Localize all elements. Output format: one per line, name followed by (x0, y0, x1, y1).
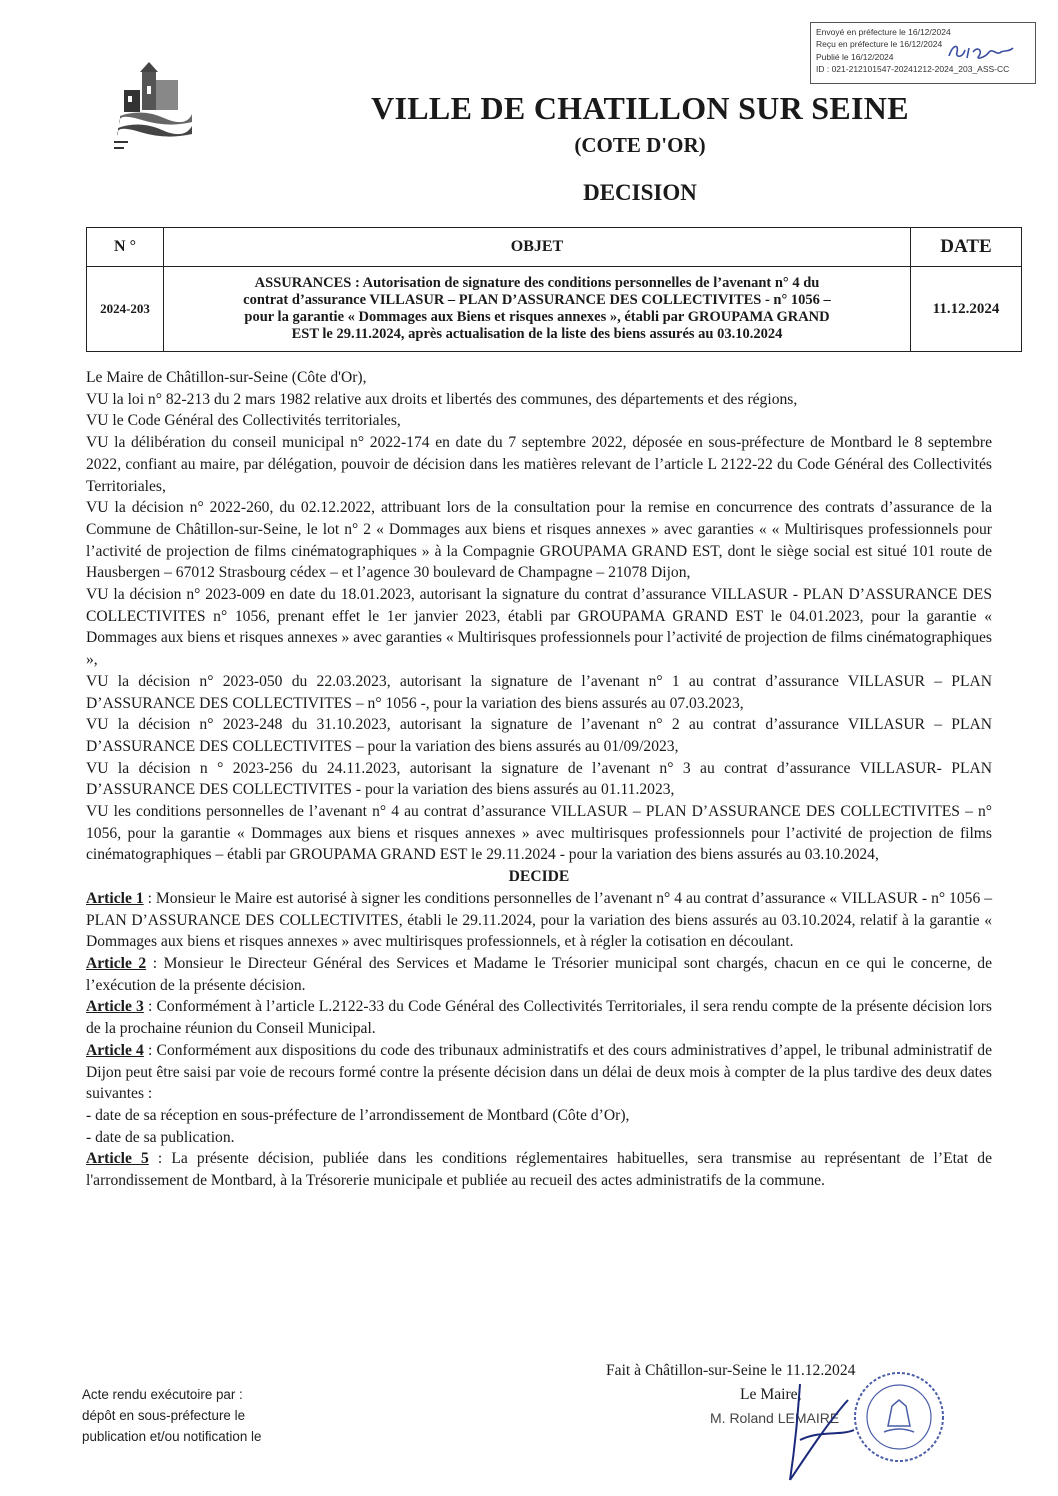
document-type: DECISION (583, 180, 697, 205)
executoire-line: publication et/ou notification le (82, 1429, 262, 1444)
bullet-item: - date de sa réception en sous-préfecture de l’arrondissement de Montbard (Côte d’Or), (86, 1106, 630, 1124)
city-logo-icon (112, 62, 194, 154)
article-label: Article 2 (86, 954, 147, 972)
vu-paragraph: VU la décision n° 2023-050 du 22.03.2023, autorisant la signature de l’avenant n° 1 au contrat d’assurance VILLASUR – PLAN D’ASSURANCE DES COLLECTIVITES – n° 1056 -, pour la variation des biens assurés au 07.03.2023, (86, 672, 992, 712)
vu-paragraph: VU la décision n° 2022-260, du 02.12.2022, attribuant lors de la consultation pour la remise en concurrence des contrats d’assurance de la Commune de Châtillon-sur-Seine, le lot n° 2 « Dommages aux biens et risques annexes » avec garanties « « Multirisques professionnels pour l’activité de projection de films cinématographiques » à la Compagnie GROUPAMA GRAND EST, dont le siège social est situé 101 route de Hausbergen – 67012 Strasbourg cédex – et l’agence 30 boulevard de Champagne – 21078 Dijon, (86, 499, 992, 582)
mayor-signature-icon (770, 1380, 860, 1490)
objet-line: pour la garantie « Dommages aux Biens et risques annexes », établi par GROUPAMA GRAND (244, 309, 830, 325)
article-text: Conformément à l’article L.2122-33 du Code Général des Collectivités Territoriales, il sera rendu compte de la présente décision lors de la prochaine réunion du Conseil Municipal. (86, 998, 993, 1038)
objet-line: EST le 29.11.2024, après actualisation de la liste des biens assurés au 03.10.2024 (291, 326, 783, 342)
signature-place-date: Fait à Châtillon-sur-Seine le 11.12.2024 (606, 1362, 856, 1379)
article-text: Monsieur le Maire est autorisé à signer les conditions personnelles de l’avenant n° 4 au contrat d’assurance « VILLASUR - n° 1056 – PLAN D’ASSURANCE DES COLLECTIVITES, établi le 29.11.2024, pour la variation des biens assurés au 03.10.2024, relatif à la garantie « Dommages aux biens et risques annexes » avec multirisques professionnels, et à régler la cotisation en découlant. (86, 889, 992, 951)
article-label: Article 3 (86, 998, 144, 1016)
vu-paragraph: VU la décision n° 2023-009 en date du 18.01.2023, autorisant la signature du contrat d’assurance VILLASUR - PLAN D’ASSURANCE DES COLLECTIVITES n° 1056, prenant effet le 1er janvier 2023, établi par GROUPAMA GRAND EST le 04.01.2023, pour la garantie « Dommages aux biens et risques annexes » avec garanties « Multirisques professionnels pour l’activité de projection de films cinématographiques », (86, 586, 992, 669)
article-text: Monsieur le Directeur Général des Services et Madame le Trésorier municipal sont chargés, chacun en ce qui le concerne, de l’exécution de la présente décision. (86, 954, 992, 994)
decision-number: 2024-203 (87, 267, 164, 352)
objet-line: ASSURANCES : Autorisation de signature des conditions personnelles de l’avenant n° 4 du (254, 275, 820, 291)
vu-paragraph: VU la délibération du conseil municipal n° 2022-174 en date du 7 septembre 2022, déposée en sous-préfecture de Montbard le 8 septembre 2022, confiant au maire, par délégation, pouvoir de décision dans les matières relevant de l’article L 2122-22 du Code Général des Collectivités Territoriales, (86, 434, 992, 495)
article-text: La présente décision, publiée dans les conditions réglementaires habituelles, sera transmise au représentant de l’Etat de l'arrondissement de Montbard, à la Trésorerie municipale et publiée au recueil des actes administratifs de la commune. (86, 1150, 993, 1190)
article-label: Article 5 (86, 1150, 149, 1168)
article: Article 2 : Monsieur le Directeur Général des Services et Madame le Trésorier municipal sont chargés, chacun en ce qui le concerne, de l’exécution de la présente décision. (86, 954, 992, 994)
signatory-name: M. Roland LEMAIRE (710, 1410, 840, 1426)
objet-line: contrat d’assurance VILLASUR – PLAN D’ASSURANCE DES COLLECTIVITES - n° 1056 – (243, 292, 831, 308)
article-text: Conformément aux dispositions du code des tribunaux administratifs et des cours administratives d’appel, le tribunal administratif de Dijon peut être saisi par voie de recours formé contre la présente décision dans un délai de deux mois à compter de la plus tardive des deux dates suivantes : (86, 1041, 992, 1103)
vu-paragraph: VU les conditions personnelles de l’avenant n° 4 au contrat d’assurance VILLASUR – PLAN D’ASSURANCE DES COLLECTIVITES – n° 1056, pour la garantie « Dommages aux biens et risques annexes » avec multirisques professionnels pour l’activité de projection de films cinématographiques – établi par GROUPAMA GRAND EST le 29.11.2024 - pour la variation des biens assurés au 03.10.2024, (86, 803, 992, 864)
stamp-recu: Reçu en préfecture le 16/12/2024 (816, 39, 943, 50)
city-title: VILLE DE CHATILLON SUR SEINE (371, 90, 909, 126)
stamp-signature-icon (945, 40, 1015, 64)
department-subtitle: (COTE D'OR) (574, 133, 706, 157)
signatory-title: Le Maire, (740, 1386, 802, 1403)
article: Article 4 : Conformément aux dispositions du code des tribunaux administratifs et des cours administratives d’appel, le tribunal administratif de Dijon peut être saisi par voie de recours formé contre la présente décision dans un délai de deux mois à compter de la plus tardive des deux dates suivantes : (86, 1041, 992, 1103)
stamp-id: ID : 021-212101547-20241212-2024_203_ASS-CC (816, 64, 1010, 75)
stamp-envoye: Envoyé en préfecture le 16/12/2024 (816, 27, 951, 37)
article: Article 5 : La présente décision, publiée dans les conditions réglementaires habituelles, sera transmise au représentant de l’Etat de l'arrondissement de Montbard, à la Trésorerie municipale et publiée au recueil des actes administratifs de la commune. (86, 1150, 993, 1190)
decision-objet (164, 267, 911, 352)
vu-paragraph: VU la décision n° 2023-248 du 31.10.2023, autorisant la signature de l’avenant n° 2 au contrat d’assurance VILLASUR – PLAN D’ASSURANCE DES COLLECTIVITES – pour la variation des biens assurés au 01/09/2023, (86, 716, 992, 755)
article-label: Article 1 (86, 889, 144, 907)
decision-date: 11.12.2024 (911, 267, 1022, 352)
city-seal-icon (852, 1370, 946, 1464)
article: Article 1 : Monsieur le Maire est autorisé à signer les conditions personnelles de l’avenant n° 4 au contrat d’assurance « VILLASUR - n° 1056 – PLAN D’ASSURANCE DES COLLECTIVITES, établi le 29.11.2024, pour la variation des biens assurés au 03.10.2024, relatif à la garantie « Dommages aux biens et risques annexes » avec multirisques professionnels, et à régler la cotisation en découlant. (86, 889, 992, 951)
article-label: Article 4 (86, 1041, 144, 1059)
header-num: N ° (87, 228, 164, 267)
decision-table (86, 227, 1022, 352)
executoire-line: Acte rendu exécutoire par : (82, 1387, 243, 1402)
executoire-line: dépôt en sous-préfecture le (82, 1408, 246, 1423)
executoire-note (82, 1384, 261, 1447)
article: Article 3 : Conformément à l’article L.2122-33 du Code Général des Collectivités Territoriales, il sera rendu compte de la présente décision lors de la prochaine réunion du Conseil Municipal. (86, 998, 993, 1038)
vu-paragraph: VU la décision n ° 2023-256 du 24.11.2023, autorisant la signature de l’avenant n° 3 au contrat d’assurance VILLASUR- PLAN D’ASSURANCE DES COLLECTIVITES - pour la variation des biens assurés au 01.11.2023, (86, 759, 992, 799)
bullet-item: - date de sa publication. (86, 1128, 235, 1146)
decide-heading: DECIDE (508, 868, 570, 886)
header-date: DATE (911, 228, 1022, 267)
intro: Le Maire de Châtillon-sur-Seine (Côte d'Or), (86, 369, 367, 386)
vu-paragraph: VU la loi n° 82-213 du 2 mars 1982 relative aux droits et libertés des communes, des départements et des régions, (86, 390, 798, 408)
header-objet: OBJET (164, 228, 911, 267)
vu-paragraph: VU le Code Général des Collectivités territoriales, (86, 412, 401, 430)
decision-body (86, 367, 992, 1192)
stamp-publie: Publié le 16/12/2024 (816, 51, 894, 62)
